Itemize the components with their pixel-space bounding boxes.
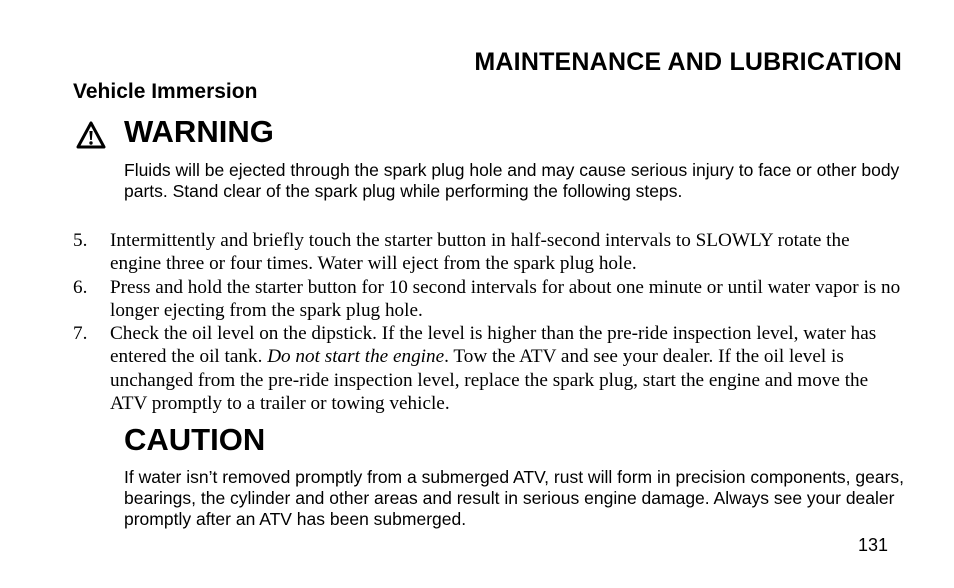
step-text: Intermittently and briefly touch the starter button in half-second intervals to SLOWLY rotate the engine three or four times. Water will eject from the spark plug hole.	[110, 230, 850, 275]
step-number: 5.	[73, 230, 88, 251]
step-number: 7.	[73, 323, 88, 345]
step-text-before: Check the oil level on the dipstick. If the level is higher than the pre-ride inspection level, water has entered the oil tank.	[110, 323, 877, 368]
warning-text: Fluids will be ejected through the spark plug hole and may cause serious injury to face or other body parts. Stand clear of the spark plug while performing the following steps.	[124, 160, 900, 201]
caution-text: If water isn’t removed promptly from a submerged ATV, rust will form in precision components, gears, bearings, the cylinder and other areas and result in serious engine damage. Always see your dealer promptly after an ATV has been submerged.	[124, 467, 905, 529]
step-number: 6.	[73, 276, 88, 298]
step-text-after: . Tow the ATV and see your dealer. If the oil level is unchanged from the pre-ride inspection level, replace the spark plug, start the engine and move the ATV promptly to a trailer or towing vehicle.	[110, 346, 869, 415]
step-list	[73, 229, 903, 415]
step-text: Press and hold the starter button for 10 second intervals for about one minute or until water vapor is no longer ejecting from the spark plug hole.	[110, 276, 901, 321]
list-item	[73, 276, 903, 323]
list-item	[73, 322, 903, 415]
list-item	[73, 229, 903, 276]
page-number: 131	[857, 535, 888, 555]
step-emphasis: Do not start the engine	[267, 346, 445, 368]
subheading: Vehicle Immersion	[73, 80, 258, 103]
warning-title: WARNING	[124, 114, 274, 149]
section-title: MAINTENANCE AND LUBRICATION	[474, 48, 902, 76]
warning-triangle-icon	[76, 121, 106, 149]
caution-title: CAUTION	[124, 422, 266, 457]
